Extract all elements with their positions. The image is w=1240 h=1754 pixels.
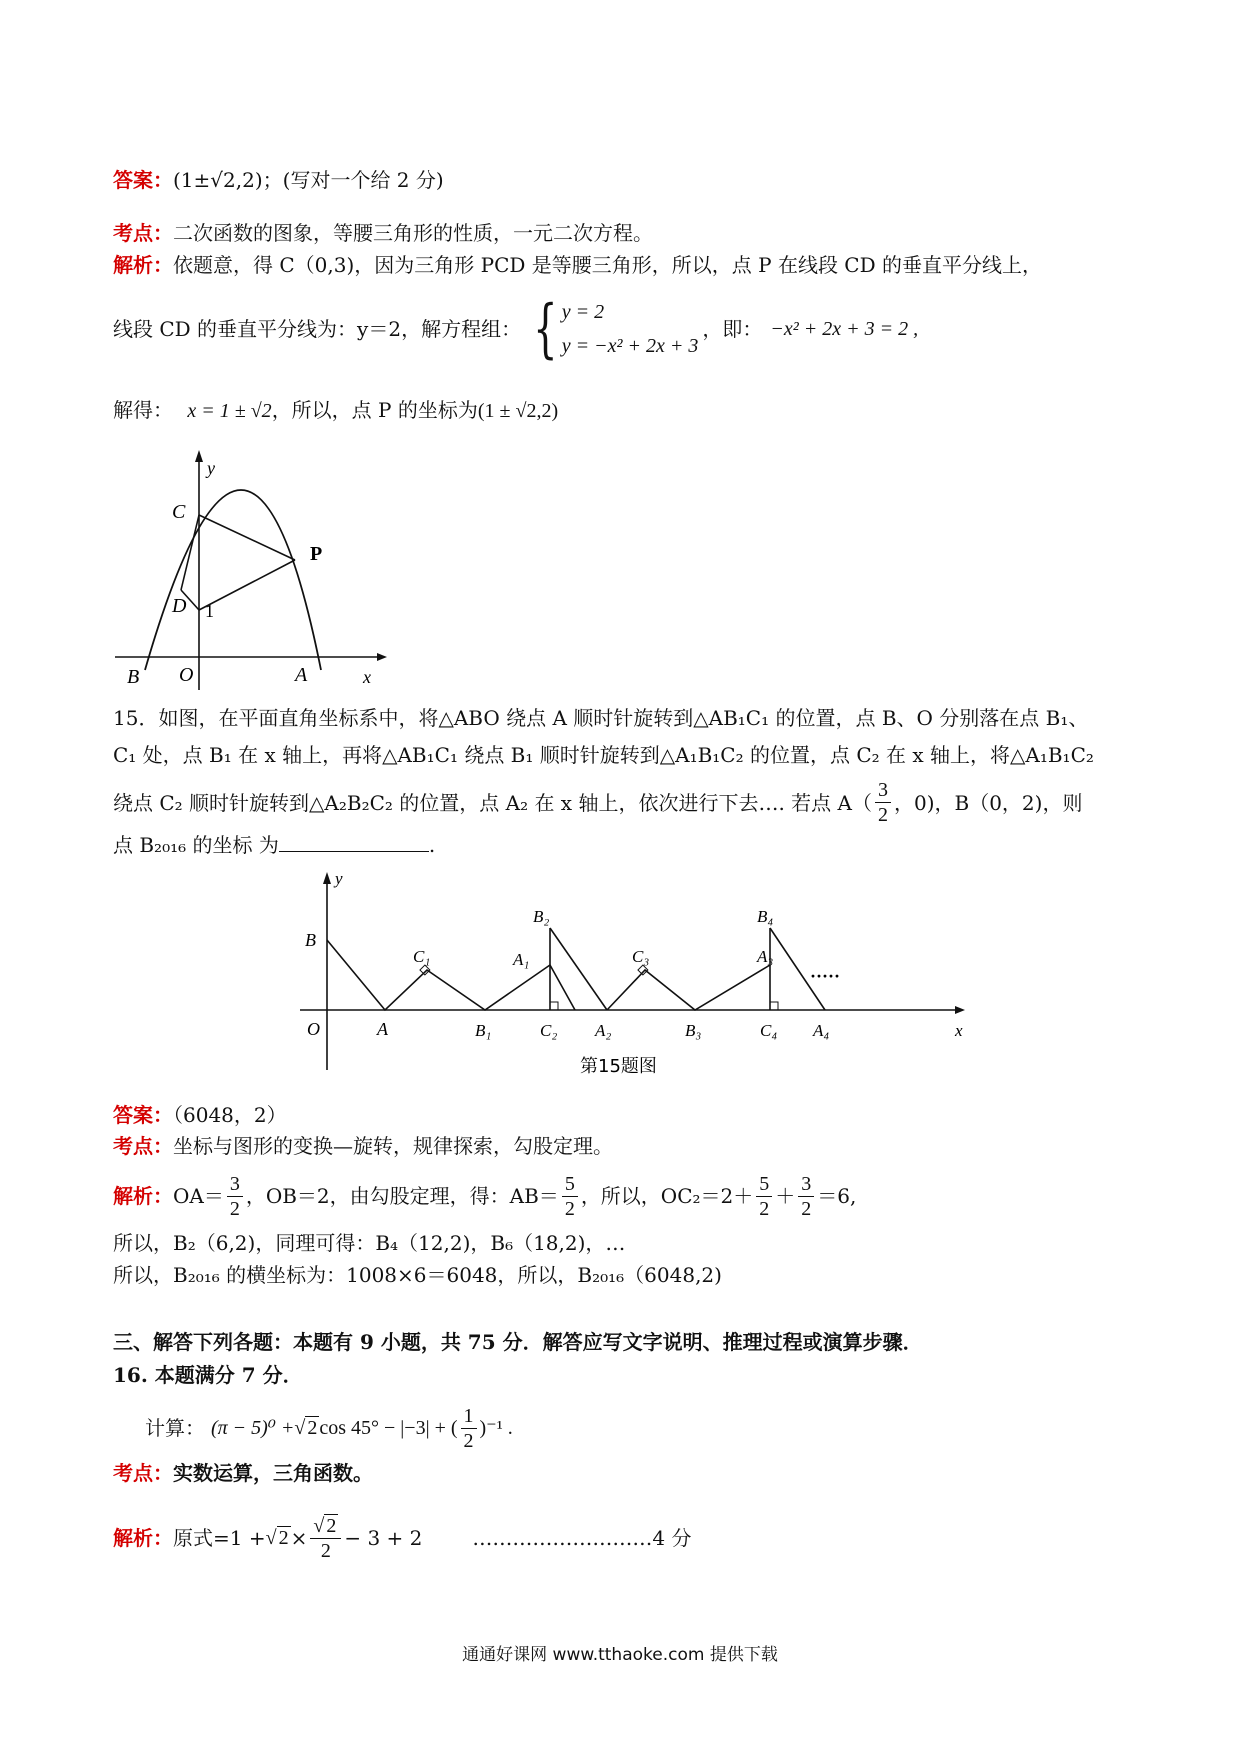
jiexi-text-d: ＋ bbox=[775, 1184, 796, 1208]
label-y: y bbox=[335, 870, 343, 888]
colon: ： bbox=[153, 221, 173, 245]
segment-b2-a2 bbox=[550, 928, 607, 1010]
sqrt-two: √ 2 bbox=[294, 1417, 318, 1439]
radicand: 2 bbox=[307, 1417, 318, 1439]
kaodian-text: 二次函数的图象，等腰三角形的性质，一元二次方程。 bbox=[173, 221, 653, 245]
colon: ： bbox=[153, 1184, 173, 1208]
jiexi-15-line-1 bbox=[113, 1168, 856, 1224]
zigzag-path-1 bbox=[327, 940, 575, 1010]
fraction-denominator: 2 bbox=[463, 1429, 474, 1452]
x-axis-arrow-icon bbox=[955, 1006, 965, 1014]
sqrt-two: √ 2 bbox=[265, 1527, 289, 1549]
jiexi-16-line bbox=[113, 1505, 691, 1571]
q15-line-3 bbox=[113, 778, 1082, 827]
kaodian-text: 实数运算，三角函数。 bbox=[173, 1461, 373, 1485]
q16-calc-line bbox=[145, 1400, 513, 1456]
y-axis-arrow-icon bbox=[195, 450, 203, 462]
kaodian-label: 考点 bbox=[113, 1461, 153, 1485]
label-b2: B₂ bbox=[533, 907, 550, 926]
label-d: D bbox=[172, 595, 187, 617]
label-c4: C₄ bbox=[760, 1021, 778, 1040]
label-a3: A₃ bbox=[757, 947, 774, 966]
section-3-title: 三、解答下列各题：本题有 9 小题，共 75 分．解答应写文字说明、推理过程或演算步骤． bbox=[113, 1330, 923, 1354]
label-c3: C₃ bbox=[632, 947, 650, 966]
label-b: B bbox=[127, 666, 140, 688]
right-angle-icon bbox=[550, 1002, 558, 1010]
answer-text: (1±√2,2)；(写对一个给 2 分) bbox=[173, 168, 444, 192]
label-b1: B₁ bbox=[475, 1021, 492, 1040]
answer-15-line bbox=[113, 1100, 287, 1130]
label-a1: A₁ bbox=[513, 950, 530, 969]
label-c2: C₂ bbox=[540, 1021, 558, 1040]
jiexi-solution: x = 1 ± √2 bbox=[187, 400, 272, 422]
fraction-denominator: 2 bbox=[564, 1197, 575, 1220]
jiexi-text-2a: 线段 CD 的垂直平分线为：y＝2，解方程组： bbox=[113, 317, 522, 341]
jiexi-line-3 bbox=[113, 395, 558, 426]
label-x: x bbox=[955, 1021, 963, 1040]
calc-expr-c: )⁻¹ . bbox=[479, 1417, 513, 1439]
jiexi-text-a: OA＝ bbox=[173, 1184, 224, 1208]
score: ………………………4 分 bbox=[472, 1526, 692, 1550]
answer-blank bbox=[279, 831, 429, 852]
label-c: C bbox=[172, 501, 186, 523]
jiexi-text: 依题意，得 C（0,3)，因为三角形 PCD 是等腰三角形，所以，点 P 在线段 CD 的垂直平分线上， bbox=[173, 253, 1043, 277]
figure-caption: 第15题图 bbox=[580, 1056, 657, 1077]
jiexi-text-3a: 解得： bbox=[113, 398, 173, 422]
label-o: O bbox=[179, 664, 194, 686]
jiexi-label: 解析 bbox=[113, 253, 153, 277]
label-y: y bbox=[207, 458, 215, 478]
q15-line-4 bbox=[113, 830, 435, 860]
fraction-numerator: 3 bbox=[227, 1172, 243, 1197]
rotation-figure bbox=[295, 870, 975, 1085]
q15-text-4b: . bbox=[428, 833, 436, 857]
label-b: B bbox=[305, 930, 316, 950]
label-dots: ····· bbox=[810, 966, 841, 986]
fraction-oa bbox=[227, 1172, 243, 1221]
q15-line-1: 15．如图，在平面直角坐标系中，将△ABO 绕点 A 顺时针旋转到△AB₁C₁ 的位置，点 B、O 分别落在点 B₁、 bbox=[113, 706, 1089, 730]
kaodian-15-line bbox=[113, 1131, 613, 1161]
segment-cb bbox=[181, 515, 199, 590]
kaodian-16-line bbox=[113, 1458, 373, 1488]
jiexi-text-c: ，所以，OC₂＝2＋ bbox=[580, 1184, 754, 1208]
equation-row-2: y = −x² + 2x + 3 bbox=[561, 335, 699, 357]
kaodian-text: 坐标与图形的变换—旋转，规律探索，勾股定理。 bbox=[173, 1134, 613, 1158]
fraction-numerator: 3 bbox=[798, 1172, 814, 1197]
label-b3: B₃ bbox=[685, 1021, 702, 1040]
fraction-numerator: 5 bbox=[756, 1172, 772, 1197]
fraction-denominator: 2 bbox=[320, 1539, 331, 1562]
colon: ： bbox=[153, 1134, 173, 1158]
equation-system bbox=[525, 292, 699, 366]
fraction-denominator: 2 bbox=[801, 1197, 812, 1220]
fraction-denominator: 2 bbox=[877, 804, 888, 826]
calc-label: 计算： bbox=[145, 1416, 205, 1440]
kaodian-label: 考点 bbox=[113, 221, 153, 245]
fraction-numerator: 3 bbox=[875, 778, 891, 803]
equation-row-1: y = 2 bbox=[561, 301, 605, 323]
jiexi-15-line-3: 所以，B₂₀₁₆ 的横坐标为：1008×6＝6048，所以，B₂₀₁₆（6048,2) bbox=[113, 1263, 722, 1287]
right-angle-icon bbox=[638, 965, 648, 975]
label-o: O bbox=[307, 1019, 320, 1039]
jiexi-label: 解析 bbox=[113, 1184, 153, 1208]
brace-icon: { bbox=[533, 292, 558, 366]
colon: ： bbox=[153, 253, 173, 277]
label-x: x bbox=[363, 667, 371, 687]
yuanshi: 原式=1 + bbox=[173, 1526, 266, 1550]
label-p: P bbox=[310, 543, 323, 565]
colon: ： bbox=[153, 1461, 173, 1485]
answer-label: 答案 bbox=[113, 168, 153, 192]
fraction-numerator bbox=[310, 1514, 341, 1539]
label-a2: A₂ bbox=[595, 1021, 612, 1040]
q15-line-2: C₁ 处，点 B₁ 在 x 轴上，再将△AB₁C₁ 绕点 B₁ 顺时针旋转到△A₁B₁C₂ 的位置，点 C₂ 在 x 轴上，将△A₁B₁C₂ bbox=[113, 743, 1094, 767]
sqrt-two: √ 2 bbox=[313, 1514, 337, 1537]
jiexi-15-line-2: 所以，B₂（6,2)，同理可得：B₄（12,2)，B₆（18,2)，… bbox=[113, 1231, 626, 1255]
zigzag-path-2 bbox=[607, 965, 770, 1010]
equation-rows bbox=[562, 295, 699, 363]
label-c1: C₁ bbox=[413, 947, 431, 966]
x-axis-arrow-icon bbox=[377, 653, 387, 661]
segment-cp bbox=[199, 515, 295, 560]
yuanshi-rest: − 3 + 2 bbox=[344, 1526, 423, 1550]
answer-line bbox=[113, 165, 444, 195]
label-a4: A₄ bbox=[813, 1021, 830, 1040]
fraction-numerator: 5 bbox=[562, 1172, 578, 1197]
colon: ： bbox=[153, 1103, 173, 1127]
calc-expr-b: cos 45° − |−3| + ( bbox=[319, 1417, 458, 1439]
answer-label: 答案 bbox=[113, 1103, 153, 1127]
jiexi-text-3b: ，所以，点 P 的坐标为 bbox=[271, 398, 478, 422]
jiexi-text-b: ，OB＝2，由勾股定理，得：AB＝ bbox=[245, 1184, 559, 1208]
kaodian-line bbox=[113, 218, 653, 248]
jiexi-text-e: ＝6, bbox=[817, 1184, 857, 1208]
label-one: 1 bbox=[205, 601, 214, 621]
jiexi-line-2 bbox=[113, 292, 918, 366]
label-a: A bbox=[377, 1019, 388, 1039]
fraction-ab bbox=[562, 1172, 578, 1221]
fraction-numerator: 1 bbox=[461, 1404, 477, 1429]
q15-text-3a: 绕点 C₂ 顺时针旋转到△A₂B₂C₂ 的位置，点 A₂ 在 x 轴上，依次进行下去…. 若点 A（ bbox=[113, 790, 872, 815]
q15-text-3b: ，0)，B（0，2)，则 bbox=[893, 790, 1083, 815]
fraction-denominator: 2 bbox=[229, 1197, 240, 1220]
right-angle-icon bbox=[770, 1002, 778, 1010]
fraction-denominator: 2 bbox=[759, 1197, 770, 1220]
calc-expr-a: (π − 5)⁰ + bbox=[211, 1417, 295, 1439]
fraction-three-halves bbox=[875, 778, 891, 827]
q15-text-4a: 点 B₂₀₁₆ 的坐标 为 bbox=[113, 833, 279, 857]
times-sign: × bbox=[290, 1526, 308, 1550]
fraction-sqrt2-over-2 bbox=[310, 1514, 341, 1563]
radicand: 2 bbox=[326, 1514, 337, 1537]
point-p-coordinates: (1 ± √2,2) bbox=[477, 400, 559, 422]
parabola-figure bbox=[115, 450, 390, 690]
colon: ： bbox=[153, 1526, 173, 1550]
jiexi-equation: −x² + 2x + 3 = 2 , bbox=[770, 318, 919, 340]
colon: ： bbox=[153, 168, 173, 192]
kaodian-label: 考点 bbox=[113, 1134, 153, 1158]
y-axis-arrow-icon bbox=[323, 872, 331, 884]
answer-text: （6048，2） bbox=[173, 1103, 287, 1127]
radicand: 2 bbox=[278, 1527, 289, 1549]
jiexi-label: 解析 bbox=[113, 1526, 153, 1550]
jiexi-text-2b: ，即： bbox=[702, 317, 763, 341]
q16-title: 16. 本题满分 7 分． bbox=[113, 1363, 303, 1387]
fraction-three-halves bbox=[798, 1172, 814, 1221]
label-a: A bbox=[295, 664, 308, 686]
fraction-five-halves bbox=[756, 1172, 772, 1221]
label-b4: B₄ bbox=[757, 907, 774, 926]
jiexi-line-1 bbox=[113, 250, 1042, 280]
page-footer: 通通好课网 www.tthaoke.com 提供下载 bbox=[462, 1645, 778, 1665]
fraction-one-half bbox=[461, 1404, 477, 1453]
